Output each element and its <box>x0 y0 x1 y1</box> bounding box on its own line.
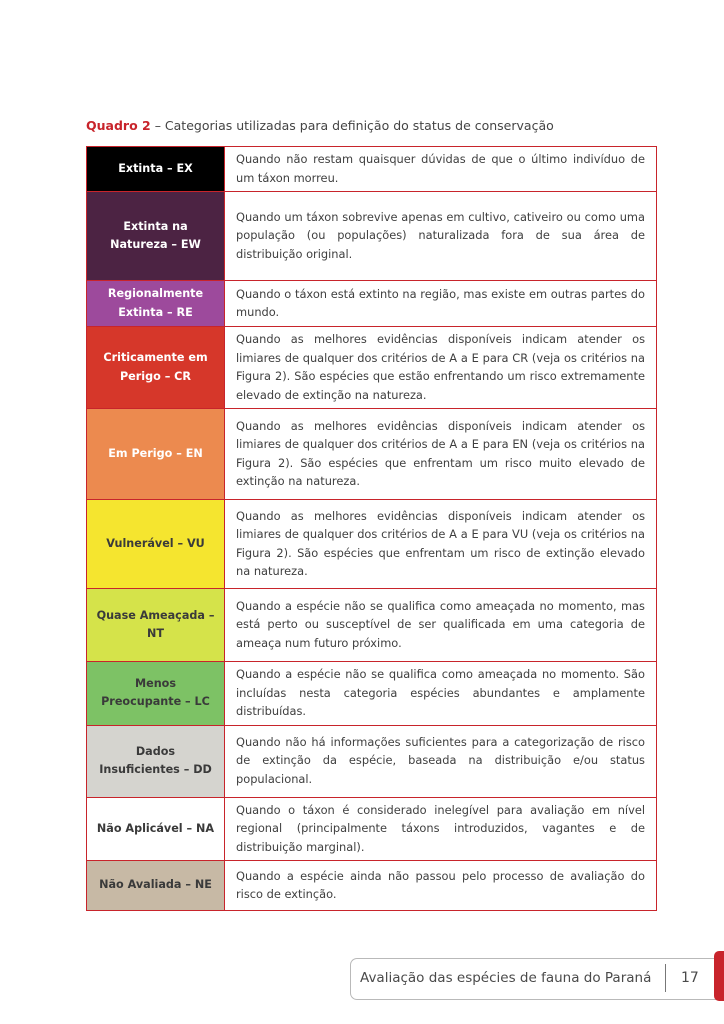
table-row <box>87 147 657 192</box>
table-row <box>87 797 657 861</box>
table-row <box>87 327 657 409</box>
table-row <box>87 589 657 662</box>
category-cell: Extinta – EX <box>87 147 225 192</box>
category-cell: Extinta na Natureza – EW <box>87 192 225 281</box>
footer-title: Avaliação das espécies de fauna do Paraná <box>360 970 652 986</box>
table-row <box>87 725 657 797</box>
description-cell: Quando o táxon é considerado inelegível para avaliação em nível regional (principalmente táxons introduzidos, vagantes e de distribuição marginal). <box>225 797 657 861</box>
page-number: 17 <box>681 970 699 986</box>
description-cell: Quando não restam quaisquer dúvidas de que o último indivíduo de um táxon morreu. <box>225 147 657 192</box>
category-cell: Vulnerável – VU <box>87 500 225 589</box>
table-row <box>87 662 657 726</box>
caption-label: Quadro 2 <box>86 118 151 133</box>
category-cell: Quase Ameaçada – NT <box>87 589 225 662</box>
footer-divider <box>665 964 666 992</box>
category-cell: Regionalmente Extinta – RE <box>87 281 225 327</box>
table-row <box>87 409 657 500</box>
table-caption <box>86 118 686 134</box>
category-cell: Não Aplicável – NA <box>87 797 225 861</box>
description-cell: Quando as melhores evidências disponíveis indicam atender os limiares de qualquer dos critérios de A a E para VU (veja os critérios na Figura 2). São espécies que enfrentam um risco de extinção elevado na natureza. <box>225 500 657 589</box>
category-cell: Dados Insuficientes – DD <box>87 725 225 797</box>
table-row <box>87 281 657 327</box>
category-cell: Não Avaliada – NE <box>87 861 225 911</box>
description-cell: Quando as melhores evidências disponíveis indicam atender os limiares de qualquer dos critérios de A a E para CR (veja os critérios na Figura 2). São espécies que estão enfrentando um risco extremamente elevado de extinção na natureza. <box>225 327 657 409</box>
category-cell: Criticamente em Perigo – CR <box>87 327 225 409</box>
description-cell: Quando a espécie não se qualifica como ameaçada no momento, mas está perto ou susceptível de ser qualificada em uma categoria de ameaça num futuro próximo. <box>225 589 657 662</box>
category-cell: Menos Preocupante – LC <box>87 662 225 726</box>
description-cell: Quando não há informações suficientes para a categorização de risco de extinção da espécie, baseada na distribuição e/ou status populacional. <box>225 725 657 797</box>
table-row <box>87 500 657 589</box>
description-cell: Quando o táxon está extinto na região, mas existe em outras partes do mundo. <box>225 281 657 327</box>
description-cell: Quando a espécie ainda não passou pelo processo de avaliação do risco de extinção. <box>225 861 657 911</box>
description-cell: Quando as melhores evidências disponíveis indicam atender os limiares de qualquer dos critérios de A a E para EN (veja os critérios na Figura 2). São espécies que enfrentam um risco muito elevado de extinção na natureza. <box>225 409 657 500</box>
category-cell: Em Perigo – EN <box>87 409 225 500</box>
table-row <box>87 861 657 911</box>
caption-text: – Categorias utilizadas para definição do status de conservação <box>150 118 554 133</box>
footer-accent-tab <box>714 951 724 1001</box>
description-cell: Quando um táxon sobrevive apenas em cultivo, cativeiro ou como uma população (ou populações) naturalizada fora de sua área de distribuição original. <box>225 192 657 281</box>
conservation-categories-table <box>86 146 657 911</box>
description-cell: Quando a espécie não se qualifica como ameaçada no momento. São incluídas nesta categoria espécies abundantes e amplamente distribuídas. <box>225 662 657 726</box>
table-row <box>87 192 657 281</box>
